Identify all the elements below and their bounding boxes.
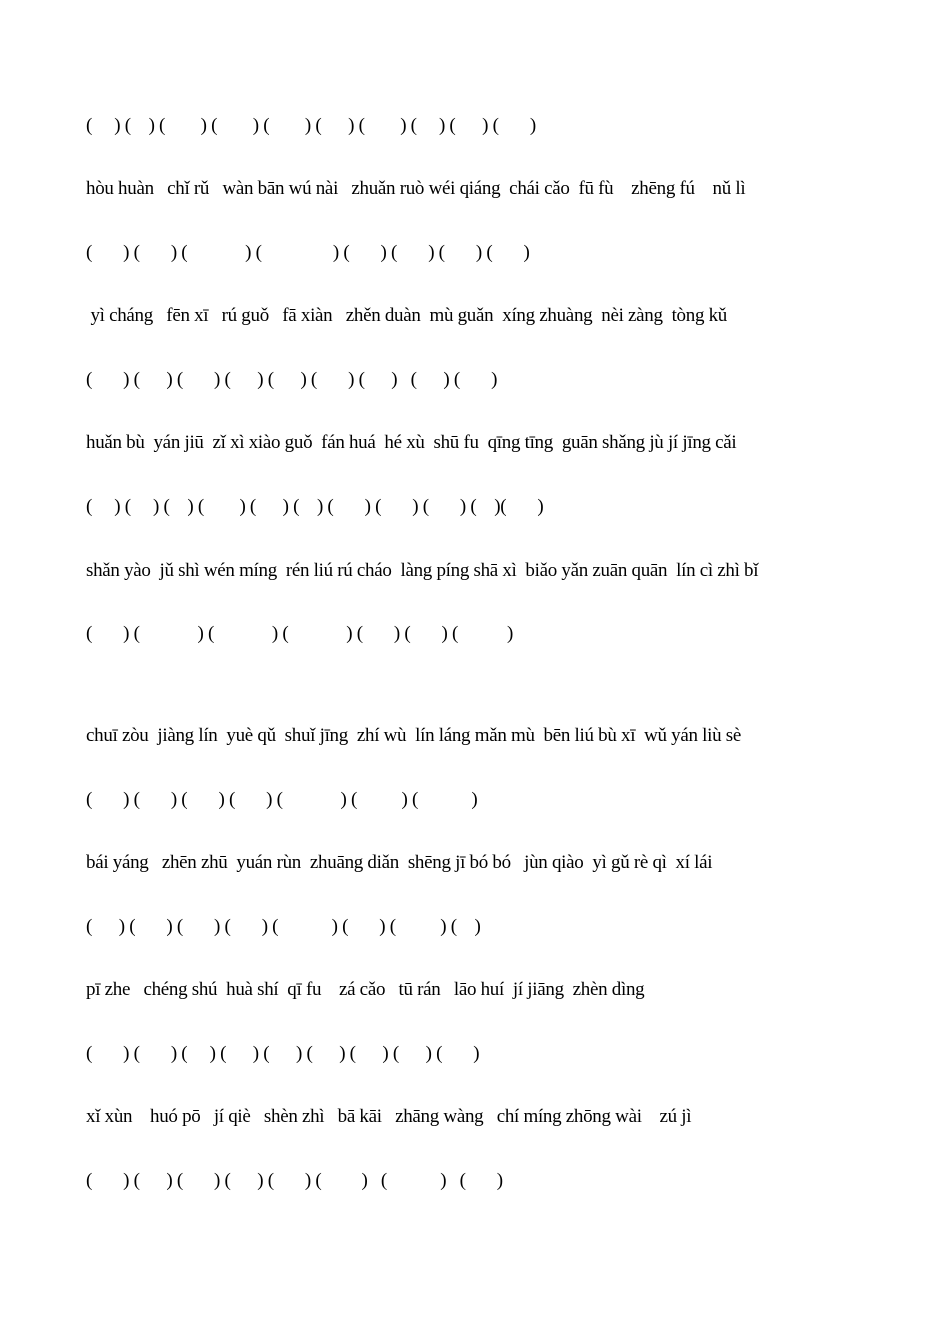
pinyin-row-5: chuī zòu jiàng lín yuè qǔ shuǐ jīng zhí wù lín láng mǎn mù bēn liú bù xī wǔ yán liù sè bbox=[86, 725, 741, 746]
answer-blanks-row-1: ( ) ( ) ( ) ( ) ( ) ( ) ( ) ( ) ( ) ( ) bbox=[86, 115, 536, 136]
pinyin-row-2: yì cháng fēn xī rú guǒ fā xiàn zhěn duàn mù guǎn xíng zhuàng nèi zàng tòng kǔ bbox=[86, 305, 727, 326]
answer-blanks-row-3: ( ) ( ) ( ) ( ) ( ) ( ) ( ) ( ) ( ) bbox=[86, 369, 498, 390]
pinyin-row-4: shǎn yào jǔ shì wén míng rén liú rú cháo làng píng shā xì biǎo yǎn zuān quān lín cì zhì bǐ bbox=[86, 560, 759, 581]
pinyin-row-1: hòu huàn chǐ rǔ wàn bān wú nài zhuǎn ruò wéi qiáng chái cǎo fū fù zhēng fú nǔ lì bbox=[86, 178, 746, 199]
pinyin-row-7: pī zhe chéng shú huà shí qī fu zá cǎo tū rán lāo huí jí jiāng zhèn dìng bbox=[86, 979, 645, 1000]
answer-blanks-row-4: ( ) ( ) ( ) ( ) ( ) ( ) ( ) ( ) ( ) ( )( ) bbox=[86, 496, 544, 517]
answer-blanks-row-5: ( ) ( ) ( ) ( ) ( ) ( ) ( ) bbox=[86, 623, 514, 644]
pinyin-row-3: huǎn bù yán jiū zǐ xì xiào guǒ fán huá hé xù shū fu qīng tīng guān shǎng jù jí jīng cǎi bbox=[86, 432, 737, 453]
answer-blanks-row-2: ( ) ( ) ( ) ( ) ( ) ( ) ( ) ( ) bbox=[86, 242, 530, 263]
answer-blanks-row-7: ( ) ( ) ( ) ( ) ( ) ( ) ( ) ( ) bbox=[86, 916, 481, 937]
answer-blanks-row-9: ( ) ( ) ( ) ( ) ( ) ( ) ( ) ( ) bbox=[86, 1170, 503, 1191]
answer-blanks-row-6: ( ) ( ) ( ) ( ) ( ) ( ) ( ) bbox=[86, 789, 478, 810]
pinyin-row-6: bái yáng zhēn zhū yuán rùn zhuāng diǎn shēng jī bó bó jùn qiào yì gǔ rè qì xí lái bbox=[86, 852, 713, 873]
pinyin-row-8: xǐ xùn huó pō jí qiè shèn zhì bā kāi zhāng wàng chí míng zhōng wài zú jì bbox=[86, 1106, 692, 1127]
answer-blanks-row-8: ( ) ( ) ( ) ( ) ( ) ( ) ( ) ( ) ( ) bbox=[86, 1043, 480, 1064]
